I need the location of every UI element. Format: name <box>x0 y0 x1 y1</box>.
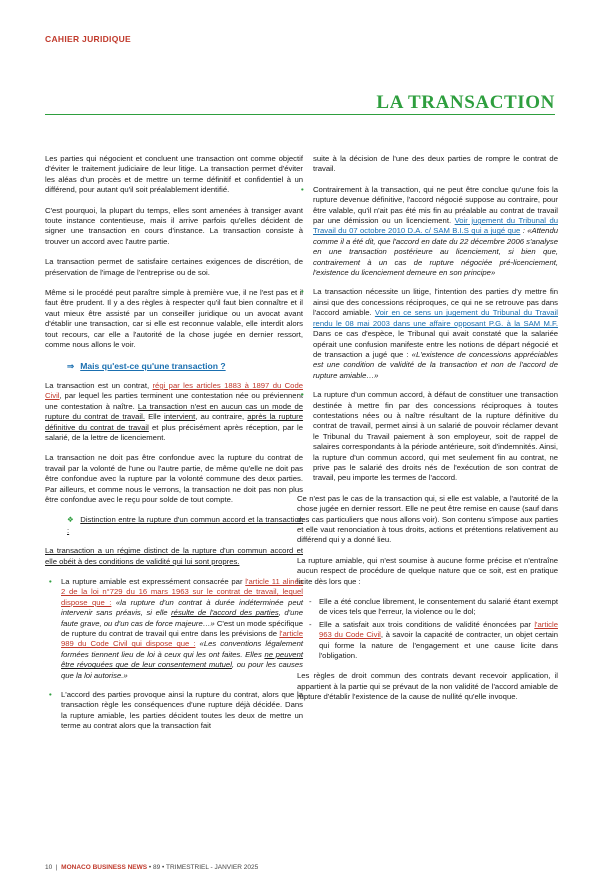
case-link[interactable]: Voir en ce sens un jugement du Tribunal du Travail rendu le 08 mai 2003 dans une affaire opposant P.G. à la SAM M.F. <box>313 308 558 328</box>
paragraph: La rupture amiable, qui n'est soumise à aucune forme précise et n'entraîne aucun respect de procédure de quelque nature que ce soit, est en pratique licite dès lors que : <box>297 555 558 586</box>
law-link[interactable]: l'article 11 alinéa 2 de la loi n°729 du 16 mars 1963 sur le contrat de travail, lequel dispose que : <box>61 577 304 607</box>
paragraph: La transaction a un régime distinct de la rupture d'un commun accord et elle obéit à des conditions de validité qui lui sont propres. <box>45 546 303 566</box>
list-item: • La rupture amiable est expressément consacrée par l'article 11 alinéa 2 de la loi n°729 du 16 mars 1963 sur le contrat de travail, lequel dispose que : «la rupture d'un contrat à durée indéterminée peut intervenir sans préavis, si elle résulte de l'accord des parties, d'une faute grave, ou d'un cas de force majeure…» C'est un mode spécifique de rupture du contrat de travail qui entre dans les prévisions de l'article 989 du Code Civil qui dispose que : «Les conventions légalement formées tiennent lieu de loi à ceux qui les ont faites. Elles ne peuvent être révoquées que de leur consentement mutuel, ou pour les causes que la loi autorise.» <box>45 577 303 681</box>
list-item: - Elle a satisfait aux trois conditions de validité énoncées par l'article 963 du Code Civil, à savoir la capacité de contracter, un objet certain qui forme la nature de l'engagement et une cause licite dans l'obligation. <box>309 620 558 662</box>
list-item: • La rupture d'un commun accord, à défaut de constituer une transaction destinée à mettre fin par des concessions réciproques à toutes contestations nées ou à naître résultant de la rupture définitive du contrat de travail, permet ainsi à un salarié de pouvoir réclamer devant le Tribunal du Travail paiement à son employeur, soit de rappel de salaires correspondants à la période antérieure, soit d'indemnités. Ainsi, la rupture d'un commun accord, qui met seulement fin au contrat, ne prive pas le salarié des droits nés de l'exécution de son contrat de travail, peu importe les termes de l'accord. <box>297 390 558 484</box>
page-title: LA TRANSACTION <box>376 92 555 113</box>
diamond-icon: ❖ <box>67 515 75 525</box>
paragraph: La transaction permet de satisfaire certaines exigences de discrétion, de préservation de l'image de l'entreprise ou de soi. <box>45 257 303 277</box>
page-footer: 10 | MONACO BUSINESS NEWS • 89 • TRIMESTRIEL - JANVIER 2025 <box>45 864 259 871</box>
paragraph: C'est pourquoi, la plupart du temps, elles sont amenées à transiger avant toute instance contentieuse, mais il arrive parfois qu'elles décident de signer une transaction en cours d'instance. La transaction consiste à trouver un accord avec l'autre partie. <box>45 205 303 246</box>
paragraph: La transaction est un contrat, régi par les articles 1883 à 1897 du Code Civil, par lequel les parties terminent une contestation née ou préviennent une contestation à naître. La transaction n'est en aucun cas un mode de rupture du contrat de travail. Elle intervient, au contraire, après la rupture définitive du contrat de travail et plus précisément après réception, par le salarié, de la lettre de licenciement. <box>45 380 304 442</box>
paragraph: La transaction ne doit pas être confondue avec la rupture du contrat de travail par la volonté de l'une ou l'autre partie, de même qu'elle ne doit pas être confondue avec la rupture par la volonté commune des deux parties. Par ailleurs, et comme nous le verrons, la transaction ne doit pas non plus être confondue avec le reçu pour solde de tout compte. <box>45 453 303 504</box>
dash-list <box>309 597 558 661</box>
section-tag: CAHIER JURIDIQUE <box>45 34 132 44</box>
paragraph: suite à la décision de l'une des deux parties de rompre le contrat de travail. <box>313 154 558 174</box>
subheading: ❖ Distinction entre la rupture d'un commun accord et la transaction : <box>67 515 303 535</box>
subtitle-text: Mais qu'est-ce qu'une transaction ? <box>80 360 226 371</box>
law-link[interactable]: l'article 963 du Code Civil <box>319 619 558 640</box>
right-column <box>297 154 558 713</box>
paragraph: Les parties qui négocient et concluent une transaction ont comme objectif d'éviter le traitement judiciaire de leur litige. La transaction permet d'éviter les aléas d'un procès et de mettre un terme définitif et confidentiel à un différend, pour autant qu'il soit préalablement identifié. <box>45 154 303 195</box>
list-item: - Elle a été conclue librement, le consentement du salarié étant exempt de vices tels que l'erreur, la violence ou le dol; <box>309 597 558 618</box>
list-item: • La transaction nécessite un litige, l'intention des parties d'y mettre fin ainsi que des concessions réciproques, ce qui ne se retrouve pas dans l'accord amiable. Voir en ce sens un jugement du Tribunal du Travail rendu le 08 mai 2003 dans une affaire opposant P.G. à la SAM M.F. Dans ce cas d'espèce, le Tribunal qui avait constaté que la salariée opérait une confusion manifeste entre les notions de départ négocié et de transaction a jugé que : «L'existence de concessions appréciables est une condition de validité de la transaction et non de l'accord de rupture amiable…» <box>297 287 558 381</box>
left-column <box>45 154 303 742</box>
paragraph: Même si le procédé peut paraître simple à première vue, il ne l'est pas et il faut être prudent. Il y a des règles à respecter qu'il faut bien connaître et il vaut mieux être assisté par un conseiller juridique ou un avocat avant d'établir une transaction, car si elle est reconnue valable, elle interdit alors tout recours, car elle a l'autorité de la chose jugée en dernier ressort, comme nous allons le voir. <box>45 288 303 350</box>
law-link[interactable]: l'article 989 du Code Civil qui dispose que : <box>61 629 303 649</box>
bullet-list <box>45 577 303 732</box>
list-item: • L'accord des parties provoque ainsi la rupture du contrat, alors que la transaction règle les conséquences d'une rupture déjà décidée. Dans la rupture amiable, les parties décident toutes les deux de mettre un terme au contrat alors que la transaction fait <box>45 690 303 732</box>
paragraph: Les règles de droit commun des contrats devant recevoir application, il appartient à la partie qui se prévaut de la non validité de l'accord amiable de rupture d'établir l'existence de la cause de nullité qu'elle invoque. <box>297 671 558 702</box>
law-link[interactable]: régi par les articles 1883 à 1897 du Code Civil <box>45 380 303 401</box>
bullet-list <box>297 185 558 484</box>
case-link[interactable]: Voir jugement du Tribunal du Travail du 07 octobre 2010 D.A. c/ SAM B.I.S qui a jugé que <box>313 216 558 236</box>
page-number: 10 <box>45 864 53 871</box>
paragraph: Ce n'est pas le cas de la transaction qui, si elle est valable, a l'autorité de la chose jugée en dernier ressort. Elle ne peut être remise en cause (sauf dans des cas particuliers que nous allons voir). Son contenu s'impose aux parties et elle vaut renonciation à tous droits, actions et prétentions relativement au différend qui y a donné lieu. <box>297 493 558 545</box>
brand-name: MONACO BUSINESS NEWS <box>61 864 148 871</box>
list-item: • Contrairement à la transaction, qui ne peut être conclue qu'une fois la rupture devenue définitive, l'accord négocié suppose au contraire, pour être valable, qu'il n'ait pas été mis fin au préalable au contrat de travail par une démission ou un licenciement. Voir jugement du Tribunal du Travail du 07 octobre 2010 D.A. c/ SAM B.I.S qui a jugé que : «Attendu comme il a été dit, que l'accord en date du 22 décembre 2006 s'analyse en une transaction postérieure au licenciement, si bien que, contrairement à un cas de rupture négociée pré-licenciement, l'existence du licenciement demeure en son principe» <box>297 185 558 279</box>
issue-info: • 89 • TRIMESTRIEL - JANVIER 2025 <box>148 864 259 871</box>
title-divider <box>45 114 555 115</box>
subtitle <box>67 361 303 371</box>
arrow-icon: ⇒ <box>67 360 75 371</box>
